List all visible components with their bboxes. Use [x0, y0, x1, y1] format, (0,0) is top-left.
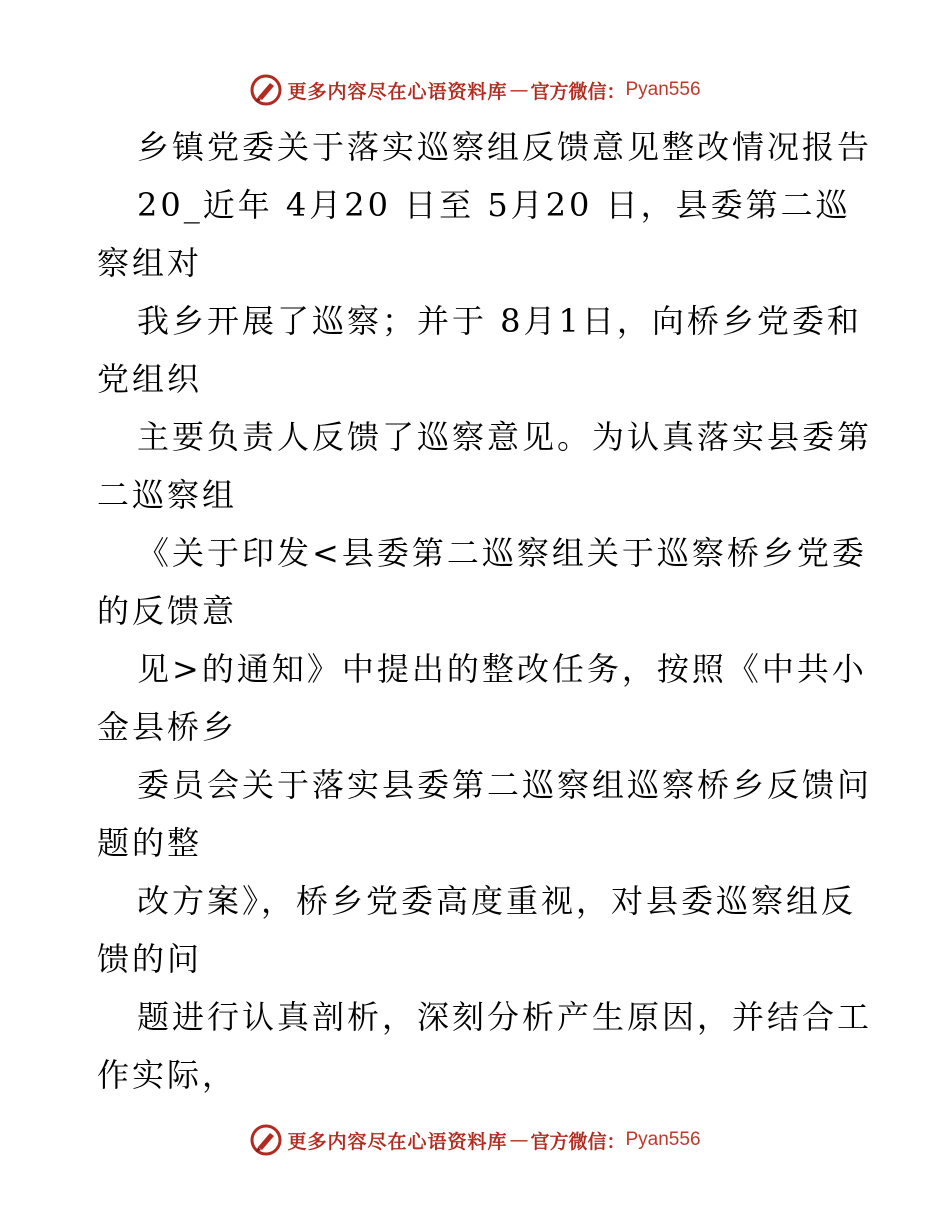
pen-logo-icon	[249, 73, 283, 107]
header-banner	[0, 70, 950, 110]
footer-banner	[0, 1120, 950, 1160]
text-line: 党组织	[97, 360, 203, 398]
text-line: 题进行认真剖析，深刻分析产生原因，并结合工	[137, 998, 873, 1036]
text-line: 主要负责人反馈了巡察意见。为认真落实县委第	[137, 418, 873, 456]
banner-wechat-id: Pyan556	[625, 79, 701, 100]
text-line: 委员会关于落实县委第二巡察组巡察桥乡反馈问	[137, 766, 873, 804]
pen-logo-icon	[249, 1123, 283, 1157]
banner-wechat-id: Pyan556	[625, 1129, 701, 1150]
text-line: 题的整	[97, 824, 203, 862]
text-line: 金县桥乡	[97, 708, 238, 746]
banner-separator: —	[509, 1129, 529, 1151]
text-line: 《关于印发<县委第二巡察组关于巡察桥乡党委	[137, 534, 867, 572]
text-line: 20_近年 4月20 日至 5月20 日，县委第二巡	[137, 186, 851, 224]
text-line: 二巡察组	[97, 476, 238, 514]
document-body	[97, 118, 873, 1104]
banner-separator: —	[509, 79, 529, 101]
document-title: 乡镇党委关于落实巡察组反馈意见整改情况报告	[137, 128, 873, 166]
text-line: 作实际，	[97, 1056, 238, 1094]
banner-main-text: 更多内容尽在心语资料库	[287, 80, 508, 103]
banner-wechat-label: 官方微信：	[530, 80, 626, 103]
text-line: 我乡开展了巡察；并于 8月1日，向桥乡党委和	[137, 302, 862, 340]
text-line: 馈的问	[97, 940, 203, 978]
banner-wechat-label: 官方微信：	[530, 1130, 626, 1153]
text-line: 改方案》，桥乡党委高度重视，对县委巡察组反	[137, 882, 857, 920]
text-line: 的反馈意	[97, 592, 238, 630]
text-line: 见>的通知》中提出的整改任务，按照《中共小	[137, 650, 867, 688]
banner-main-text: 更多内容尽在心语资料库	[287, 1130, 508, 1153]
text-line: 察组对	[97, 244, 203, 282]
